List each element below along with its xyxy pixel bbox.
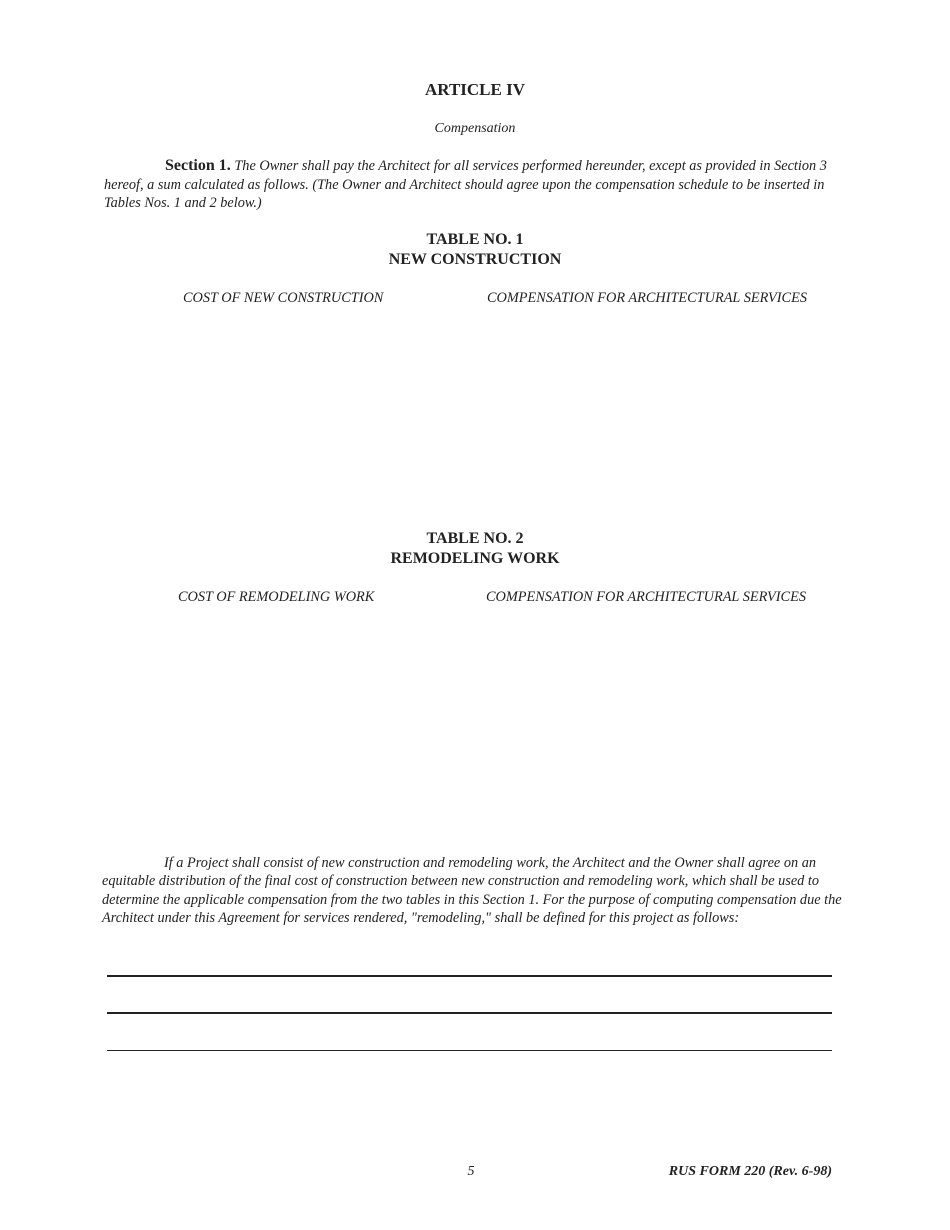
form-identifier: RUS FORM 220 (Rev. 6-98)	[668, 1164, 832, 1179]
section-1-text: The Owner shall pay the Architect for all services performed hereunder, except as provided in Section 3 hereof, a sum calculated as follows. (The Owner and Architect should agree upon the compensation schedule to be inserted in Tables Nos. 1 and 2 below.)	[104, 158, 827, 211]
table-2-title: TABLE NO. 2	[426, 530, 524, 547]
article-subtitle: Compensation	[434, 121, 516, 136]
fill-in-line[interactable]	[107, 1012, 832, 1014]
remodeling-definition-text: If a Project shall consist of new construction and remodeling work, the Architect and the Owner shall agree on an equitable distribution of the final cost of construction between new construction and remodeling work, which shall be used to determine the applicable compensation from the two tables in this Section 1. For the purpose of computing compensation due the Architect under this Agreement for services rendered, "remodeling," shall be defined for this project as follows:	[102, 855, 842, 927]
table-1-title: TABLE NO. 1	[426, 231, 524, 248]
fill-in-line[interactable]	[107, 975, 832, 977]
table-1-cost-column-header: COST OF NEW CONSTRUCTION	[183, 290, 384, 306]
fill-in-line[interactable]	[107, 1050, 832, 1051]
table-1-heading	[0, 230, 950, 270]
table-2-heading	[0, 529, 950, 569]
table-2-compensation-column-header: COMPENSATION FOR ARCHITECTURAL SERVICES	[486, 589, 806, 605]
table-1-compensation-column-header: COMPENSATION FOR ARCHITECTURAL SERVICES	[487, 290, 807, 306]
article-title: ARTICLE IV	[424, 80, 525, 99]
section-1-paragraph	[104, 157, 864, 213]
table-1-subtitle: NEW CONSTRUCTION	[388, 251, 562, 268]
page-number: 5	[467, 1164, 475, 1179]
table-2-subtitle: REMODELING WORK	[390, 550, 560, 567]
remodeling-definition-paragraph	[102, 854, 842, 928]
table-2-cost-column-header: COST OF REMODELING WORK	[178, 589, 375, 605]
section-1-label: Section 1.	[165, 157, 231, 174]
